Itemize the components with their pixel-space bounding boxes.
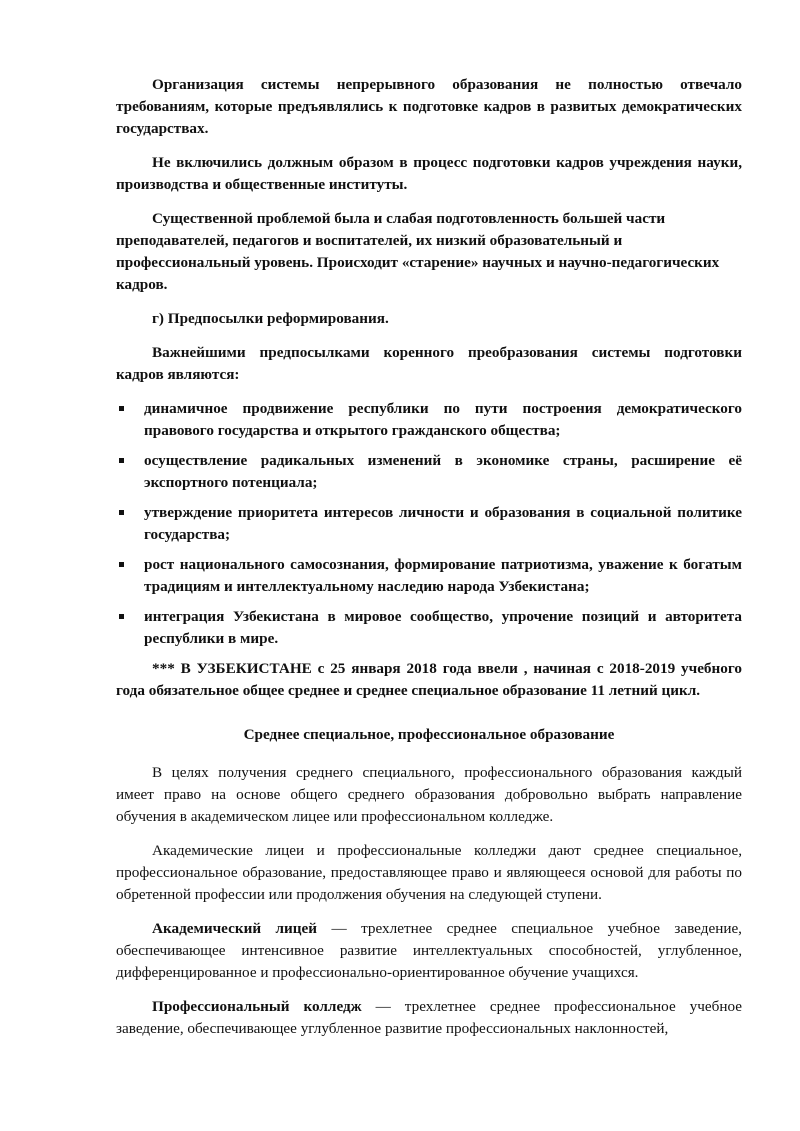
paragraph-institutions: Не включились должным образом в процесс подготовки кадров учреждения науки, производства и общественные институты. bbox=[116, 154, 742, 193]
preconditions-list bbox=[116, 398, 742, 650]
square-bullet-icon bbox=[119, 614, 124, 619]
list-item bbox=[116, 502, 742, 546]
paragraph-lyceums-colleges: Академические лицеи и профессиональные колледжи дают среднее специальное, профессиональное образование, предоставляющее право и являющееся основой для работы по обретенной профессии или продолжения обучения на следующей ступени. bbox=[116, 842, 742, 903]
list-item bbox=[116, 554, 742, 598]
list-item bbox=[116, 398, 742, 442]
page-content bbox=[116, 74, 742, 1052]
definition-text: — трехлетнее среднее специальное учебное заведение, обеспечивающее интенсивное развитие интеллектуальных способностей, углубленное, дифференцированное и профессионально-ориентированное обучение учащихся. bbox=[116, 920, 742, 981]
list-item bbox=[116, 606, 742, 650]
list-item-text: рост национального самосознания, формирование патриотизма, уважение к богатым традициям и интеллектуальному наследию народа Узбекистана; bbox=[144, 556, 742, 595]
list-item-text: осуществление радикальных изменений в экономике страны, расширение её экспортного потенциала; bbox=[144, 452, 742, 491]
square-bullet-icon bbox=[119, 562, 124, 567]
list-item-text: утверждение приоритета интересов личности и образования в социальной политике государства; bbox=[144, 504, 742, 543]
section-heading: г) Предпосылки реформирования. bbox=[152, 310, 389, 327]
definition-academic-lyceum bbox=[116, 918, 742, 984]
list-item-text: динамичное продвижение республики по пути построения демократического правового государства и открытого гражданского общества; bbox=[144, 400, 742, 439]
paragraph-right-to-choose: В целях получения среднего специального, профессионального образования каждый имеет право на основе общего среднего образования добровольно выбрать направление обучения в академическом лицее или профессиональном колледже. bbox=[116, 764, 742, 825]
square-bullet-icon bbox=[119, 458, 124, 463]
definition-professional-college bbox=[116, 996, 742, 1040]
list-item bbox=[116, 450, 742, 494]
list-item-text: интеграция Узбекистана в мировое сообщество, упрочение позиций и авторитета республики в мире. bbox=[144, 608, 742, 647]
term-professional-college: Профессиональный колледж bbox=[152, 998, 362, 1015]
uzbekistan-note: *** В УЗБЕКИСТАНЕ с 25 января 2018 года ввели , начиная с 2018-2019 учебного года обязательное общее среднее и среднее специальное образование 11 летний цикл. bbox=[116, 660, 742, 699]
square-bullet-icon bbox=[119, 510, 124, 515]
square-bullet-icon bbox=[119, 406, 124, 411]
preconditions-intro: Важнейшими предпосылками коренного преобразования системы подготовки кадров являются: bbox=[116, 344, 742, 383]
paragraph-education-system: Организация системы непрерывного образования не полностью отвечало требованиям, которые предъявлялись к подготовке кадров в развитых демократических государствах. bbox=[116, 76, 742, 137]
paragraph-teachers-problem: Существенной проблемой была и слабая подготовленность большей части преподавателей, педагогов и воспитателей, их низкий образовательный и профессиональный уровень. Происходит «старение» научных и научно-педагогических кадров. bbox=[116, 210, 720, 293]
subsection-title: Среднее специальное, профессиональное образование bbox=[243, 726, 615, 743]
definition-text: — трехлетнее среднее профессиональное учебное заведение, обеспечивающее углубленное развитие профессиональных наклонностей, bbox=[116, 998, 742, 1037]
term-academic-lyceum: Академический лицей bbox=[152, 920, 318, 937]
